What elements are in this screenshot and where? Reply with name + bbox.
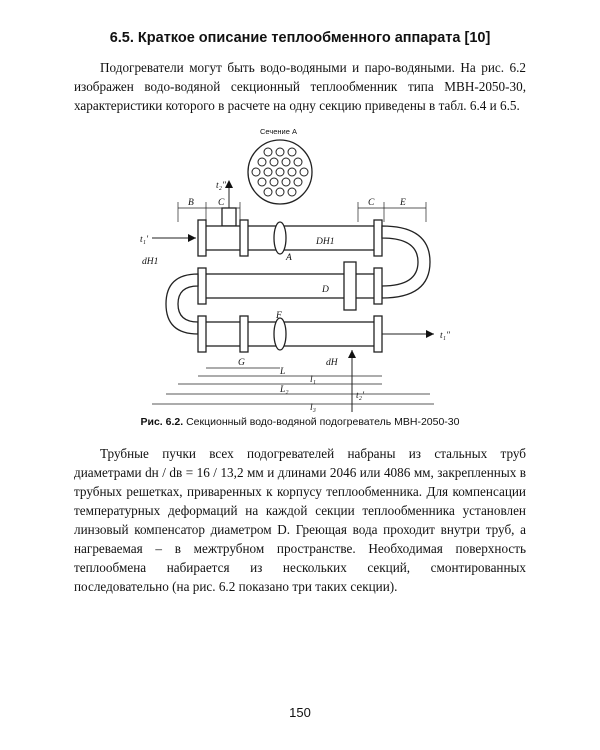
section-heading: 6.5. Краткое описание теплообменного аппарата [10] bbox=[109, 30, 491, 46]
flow-arrowhead-up-icon bbox=[225, 180, 233, 188]
heat-exchanger-diagram bbox=[130, 122, 470, 414]
caption-text: Секционный водо-водяной подогреватель МВН-2050-30 bbox=[186, 416, 460, 428]
D-label: D bbox=[322, 285, 329, 295]
dim-b-label: B bbox=[188, 198, 194, 208]
u-bend-right bbox=[382, 226, 430, 298]
t1-in-label: t₁′ bbox=[140, 235, 149, 245]
caption-number: Рис. 6.2. bbox=[140, 416, 184, 428]
dim-c-right-label: C bbox=[368, 198, 375, 208]
G-label: G bbox=[238, 358, 245, 368]
L-label: L bbox=[280, 367, 286, 377]
t2-out-label: t₂″ bbox=[216, 181, 226, 191]
t2-in-label: t₂′ bbox=[356, 391, 365, 401]
dH-label: dH bbox=[326, 358, 338, 368]
tube-bundle-cross-section bbox=[248, 140, 312, 204]
dim-c-left-label: C bbox=[218, 198, 225, 208]
shell-row-3 bbox=[198, 316, 382, 352]
F-label: F bbox=[276, 311, 282, 321]
u-bend-left bbox=[166, 274, 198, 334]
heat-exchanger-figure bbox=[130, 122, 470, 414]
outlet-nozzle-top bbox=[222, 208, 236, 226]
shell-row-1 bbox=[198, 220, 382, 256]
flow-arrowhead-up-icon bbox=[348, 350, 356, 358]
DH1-label: DH1 bbox=[316, 237, 335, 247]
L2-label: L₂ bbox=[280, 385, 289, 395]
shell-row-2 bbox=[198, 262, 382, 310]
l1-label: l₁ bbox=[310, 375, 316, 385]
dH1-label: dH1 bbox=[142, 257, 159, 267]
body-paragraph: Трубные пучки всех подогревателей набраны из стальных труб диаметрами dн / dв = 16 / 13,2 мм и длинами 2046 или 4086 мм, закрепленных в трубных решетках, приваренных к корпусу теплообменника. Для компенсации температурных деформаций на каждой секции теплообменника установлен линзовый компенсатор диаметром D. Греющая вода проходит внутри труб, а нагреваемая – в межтрубном пространстве. Необходимая поверхность теплообмена набирается из нескольких секций, смонтированных последовательно (на рис. 6.2 показано три таких секции). bbox=[74, 446, 526, 594]
dim-e-label: E bbox=[400, 198, 406, 208]
flow-arrowhead-right-icon bbox=[426, 330, 434, 338]
page-number: 150 bbox=[289, 705, 311, 720]
t1-out-label: t₁″ bbox=[440, 331, 450, 341]
figure-caption bbox=[0, 416, 600, 428]
section-a-label: Сечение А bbox=[260, 127, 298, 136]
flow-arrowhead-right-icon bbox=[188, 234, 196, 242]
intro-paragraph: Подогреватели могут быть водо-водяными и паро-водяными. На рис. 6.2 изображен водо-водяной секционный теплообменник типа МВН-2050-30, характеристики которого в расчете на одну секцию приведены в табл. 6.4 и 6.5. bbox=[74, 60, 526, 113]
l3-label: l₃ bbox=[310, 403, 316, 413]
section-cut-a-label: A bbox=[286, 253, 292, 263]
